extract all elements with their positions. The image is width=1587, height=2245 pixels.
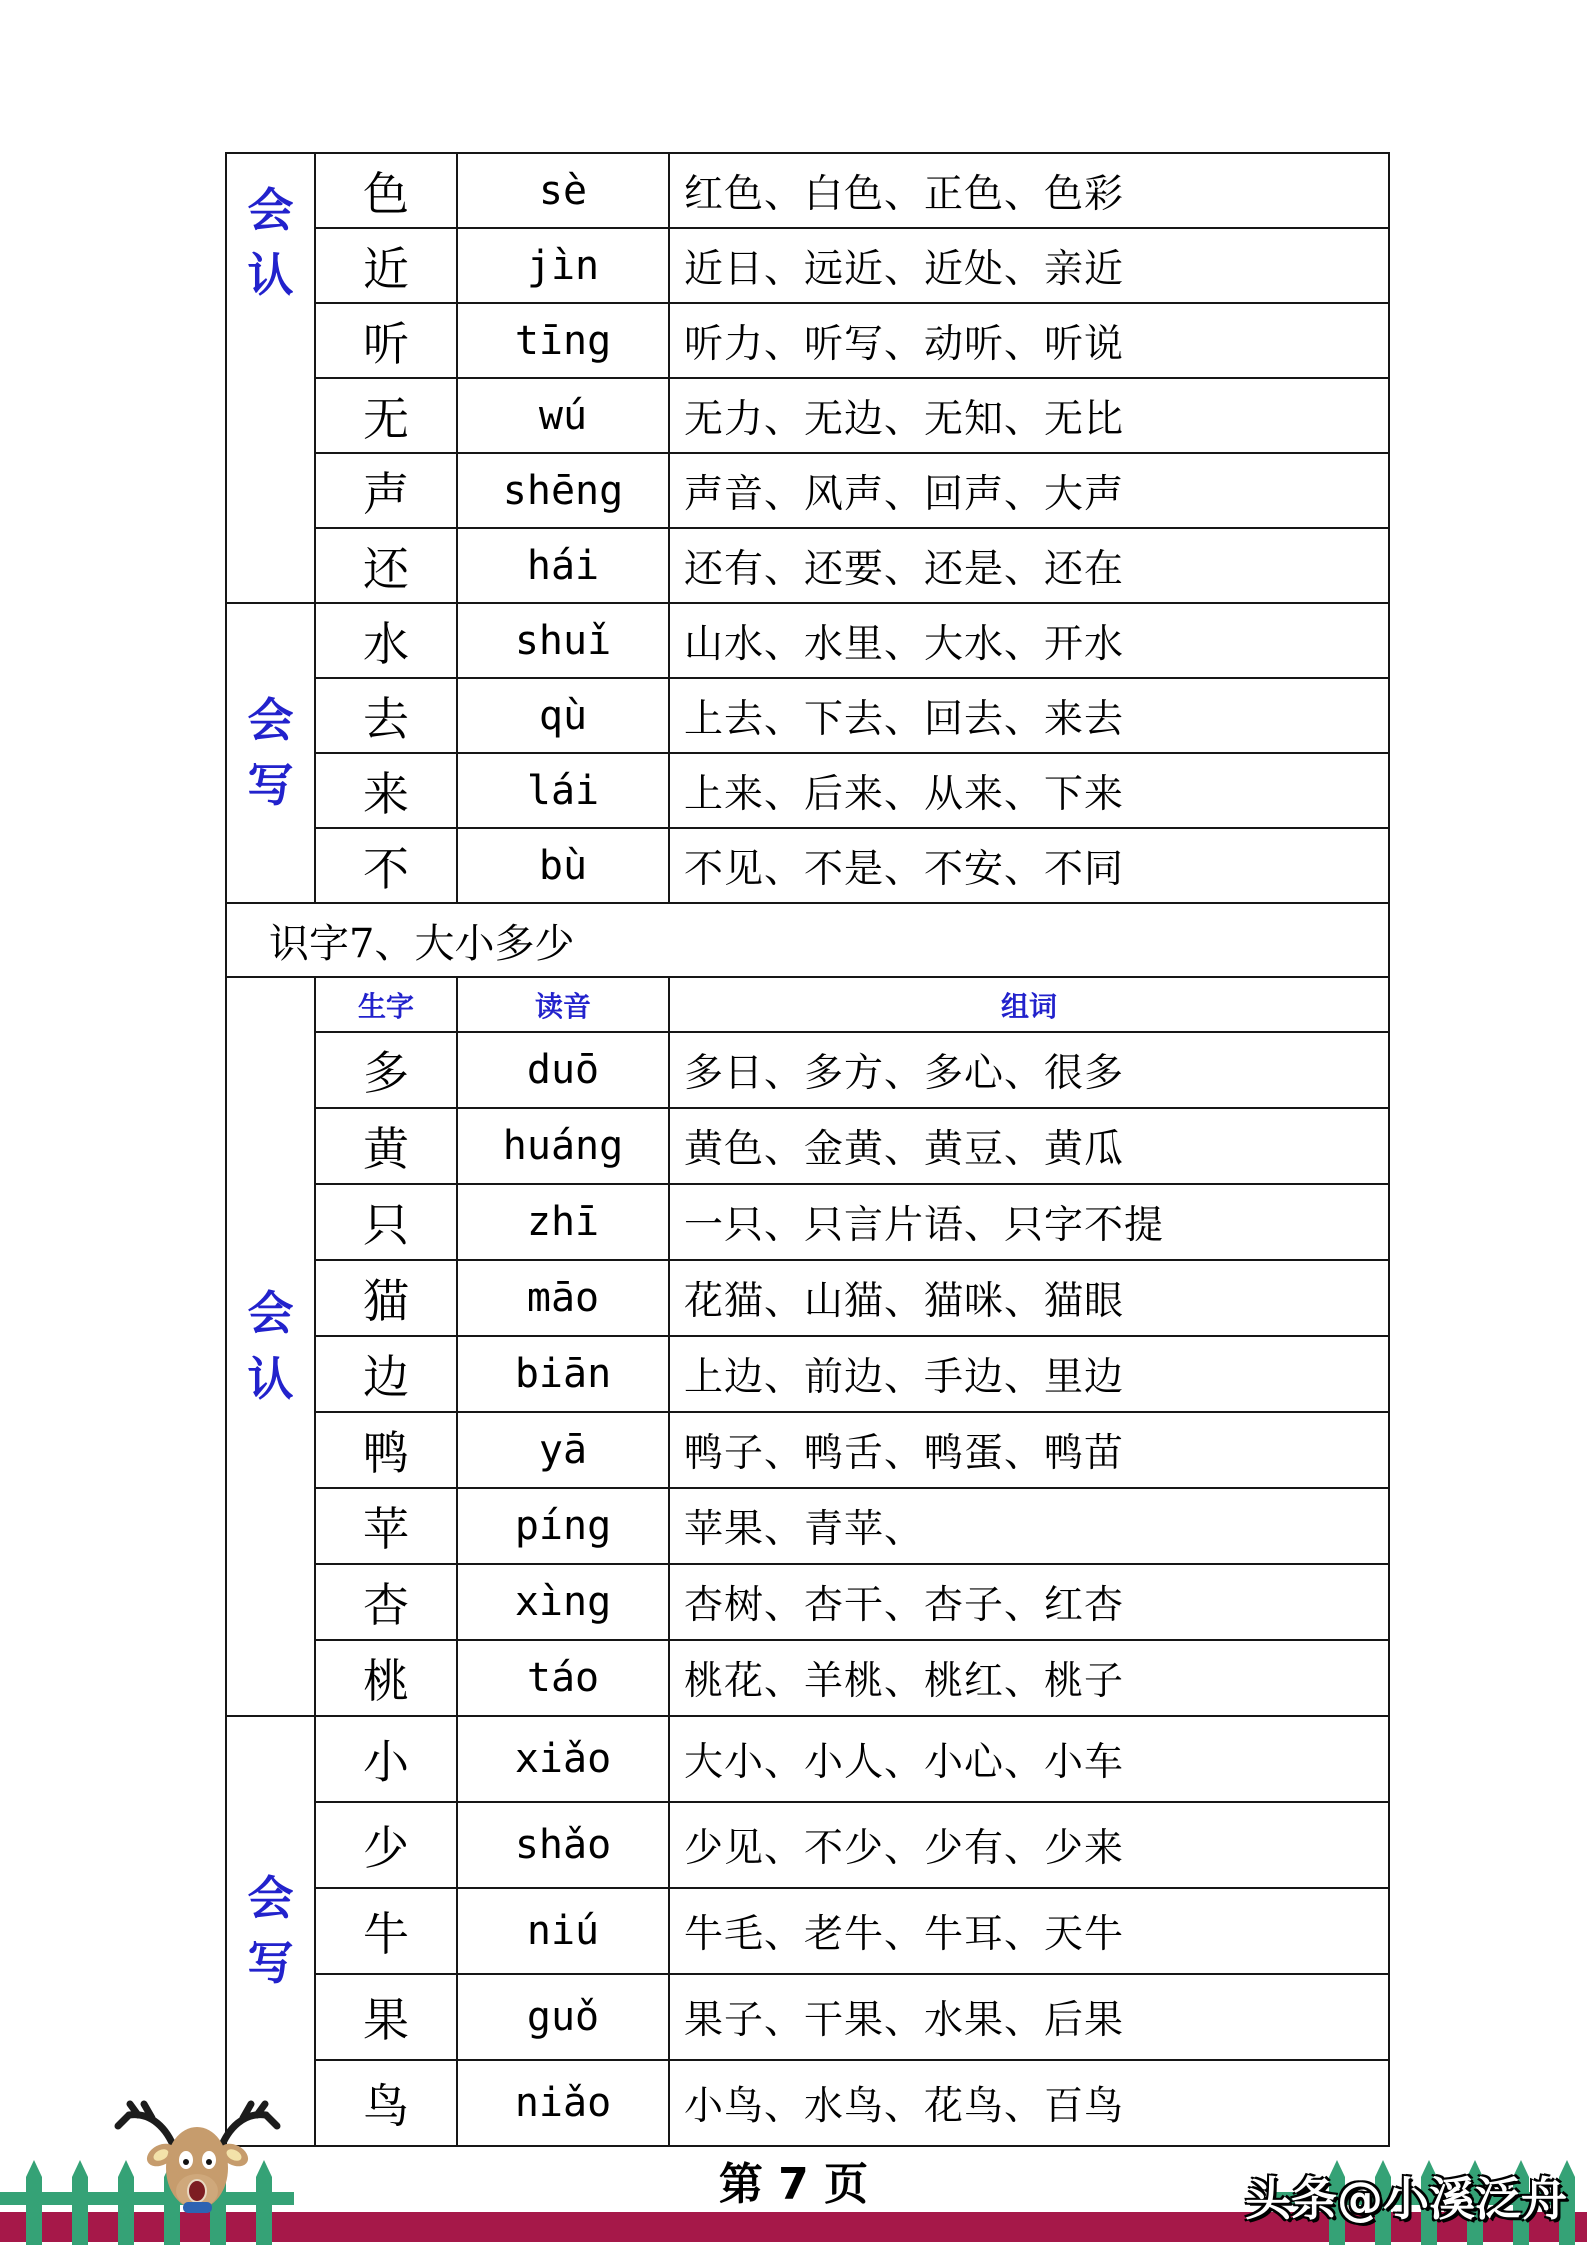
table-row bbox=[226, 378, 1389, 453]
words-cell: 无力、无边、无知、无比 bbox=[669, 378, 1389, 453]
words-cell: 声音、风声、回声、大声 bbox=[669, 453, 1389, 528]
skill-label-recognize: 会认 bbox=[226, 977, 315, 1716]
char-cell: 听 bbox=[315, 303, 457, 378]
words-cell: 苹果、青苹、 bbox=[669, 1488, 1389, 1564]
pinyin-cell: lái bbox=[457, 753, 669, 828]
table-row bbox=[226, 1260, 1389, 1336]
words-cell: 桃花、羊桃、桃红、桃子 bbox=[669, 1640, 1389, 1716]
char-cell: 杏 bbox=[315, 1564, 457, 1640]
pinyin-cell: píng bbox=[457, 1488, 669, 1564]
char-cell: 桃 bbox=[315, 1640, 457, 1716]
page-number: 第 7 页 bbox=[718, 2159, 869, 2210]
pinyin-cell: guǒ bbox=[457, 1974, 669, 2060]
char-cell: 鸭 bbox=[315, 1412, 457, 1488]
words-cell: 不见、不是、不安、不同 bbox=[669, 828, 1389, 903]
pinyin-cell: yā bbox=[457, 1412, 669, 1488]
char-cell: 不 bbox=[315, 828, 457, 903]
column-header-pinyin: 读音 bbox=[457, 977, 669, 1032]
char-cell: 多 bbox=[315, 1032, 457, 1108]
table-row bbox=[226, 753, 1389, 828]
table-row bbox=[226, 828, 1389, 903]
table-row bbox=[226, 1488, 1389, 1564]
words-cell: 近日、远近、近处、亲近 bbox=[669, 228, 1389, 303]
pinyin-cell: zhī bbox=[457, 1184, 669, 1260]
table-row bbox=[226, 1184, 1389, 1260]
pinyin-cell: wú bbox=[457, 378, 669, 453]
section-title-row bbox=[226, 903, 1389, 977]
pinyin-cell: sè bbox=[457, 153, 669, 228]
words-cell: 上去、下去、回去、来去 bbox=[669, 678, 1389, 753]
table-row bbox=[226, 1108, 1389, 1184]
char-cell: 牛 bbox=[315, 1888, 457, 1974]
table-row bbox=[226, 1716, 1389, 1802]
pinyin-cell: niú bbox=[457, 1888, 669, 1974]
header-row bbox=[226, 977, 1389, 1032]
char-cell: 少 bbox=[315, 1802, 457, 1888]
char-cell: 还 bbox=[315, 528, 457, 603]
words-cell: 果子、干果、水果、后果 bbox=[669, 1974, 1389, 2060]
char-cell: 色 bbox=[315, 153, 457, 228]
pinyin-cell: qù bbox=[457, 678, 669, 753]
table-row bbox=[226, 1032, 1389, 1108]
table-row bbox=[226, 2060, 1389, 2146]
pinyin-cell: jìn bbox=[457, 228, 669, 303]
skill-label-write: 会写 bbox=[226, 603, 315, 903]
char-cell: 来 bbox=[315, 753, 457, 828]
skill-label-recognize: 会认 bbox=[226, 153, 315, 603]
pinyin-cell: xiǎo bbox=[457, 1716, 669, 1802]
table-row bbox=[226, 603, 1389, 678]
char-cell: 鸟 bbox=[315, 2060, 457, 2146]
char-cell: 边 bbox=[315, 1336, 457, 1412]
pinyin-cell: tīng bbox=[457, 303, 669, 378]
pinyin-cell: biān bbox=[457, 1336, 669, 1412]
pinyin-cell: shǎo bbox=[457, 1802, 669, 1888]
char-cell: 苹 bbox=[315, 1488, 457, 1564]
pinyin-cell: niǎo bbox=[457, 2060, 669, 2146]
char-cell: 果 bbox=[315, 1974, 457, 2060]
pinyin-cell: táo bbox=[457, 1640, 669, 1716]
char-cell: 去 bbox=[315, 678, 457, 753]
table-row bbox=[226, 453, 1389, 528]
char-cell: 黄 bbox=[315, 1108, 457, 1184]
skill-label-write: 会写 bbox=[226, 1716, 315, 2146]
table-row bbox=[226, 1802, 1389, 1888]
char-cell: 小 bbox=[315, 1716, 457, 1802]
watermark: 头条@小溪泛舟 bbox=[1245, 2172, 1567, 2226]
table-row bbox=[226, 1888, 1389, 1974]
table-row bbox=[226, 528, 1389, 603]
column-header-char: 生字 bbox=[315, 977, 457, 1032]
table-row bbox=[226, 1412, 1389, 1488]
char-cell: 只 bbox=[315, 1184, 457, 1260]
table-row bbox=[226, 678, 1389, 753]
words-cell: 杏树、杏干、杏子、红杏 bbox=[669, 1564, 1389, 1640]
char-cell: 近 bbox=[315, 228, 457, 303]
words-cell: 红色、白色、正色、色彩 bbox=[669, 153, 1389, 228]
char-cell: 声 bbox=[315, 453, 457, 528]
vocabulary-table bbox=[225, 152, 1390, 2147]
words-cell: 少见、不少、少有、少来 bbox=[669, 1802, 1389, 1888]
pinyin-cell: hái bbox=[457, 528, 669, 603]
char-cell: 猫 bbox=[315, 1260, 457, 1336]
pinyin-cell: shēng bbox=[457, 453, 669, 528]
words-cell: 大小、小人、小心、小车 bbox=[669, 1716, 1389, 1802]
words-cell: 山水、水里、大水、开水 bbox=[669, 603, 1389, 678]
words-cell: 多日、多方、多心、很多 bbox=[669, 1032, 1389, 1108]
words-cell: 一只、只言片语、只字不提 bbox=[669, 1184, 1389, 1260]
table-row bbox=[226, 1974, 1389, 2060]
words-cell: 牛毛、老牛、牛耳、天牛 bbox=[669, 1888, 1389, 1974]
table-row bbox=[226, 1640, 1389, 1716]
pinyin-cell: shuǐ bbox=[457, 603, 669, 678]
table-row bbox=[226, 1336, 1389, 1412]
words-cell: 黄色、金黄、黄豆、黄瓜 bbox=[669, 1108, 1389, 1184]
words-cell: 花猫、山猫、猫咪、猫眼 bbox=[669, 1260, 1389, 1336]
char-cell: 水 bbox=[315, 603, 457, 678]
words-cell: 鸭子、鸭舌、鸭蛋、鸭苗 bbox=[669, 1412, 1389, 1488]
words-cell: 上边、前边、手边、里边 bbox=[669, 1336, 1389, 1412]
words-cell: 上来、后来、从来、下来 bbox=[669, 753, 1389, 828]
words-cell: 还有、还要、还是、还在 bbox=[669, 528, 1389, 603]
words-cell: 小鸟、水鸟、花鸟、百鸟 bbox=[669, 2060, 1389, 2146]
pinyin-cell: huáng bbox=[457, 1108, 669, 1184]
lesson-title: 识字7、大小多少 bbox=[226, 903, 1389, 977]
pinyin-cell: bù bbox=[457, 828, 669, 903]
column-header-words: 组词 bbox=[669, 977, 1389, 1032]
pinyin-cell: duō bbox=[457, 1032, 669, 1108]
pinyin-cell: xìng bbox=[457, 1564, 669, 1640]
table-row bbox=[226, 303, 1389, 378]
words-cell: 听力、听写、动听、听说 bbox=[669, 303, 1389, 378]
table-row bbox=[226, 153, 1389, 228]
table-row bbox=[226, 1564, 1389, 1640]
pinyin-cell: māo bbox=[457, 1260, 669, 1336]
char-cell: 无 bbox=[315, 378, 457, 453]
table-row bbox=[226, 228, 1389, 303]
